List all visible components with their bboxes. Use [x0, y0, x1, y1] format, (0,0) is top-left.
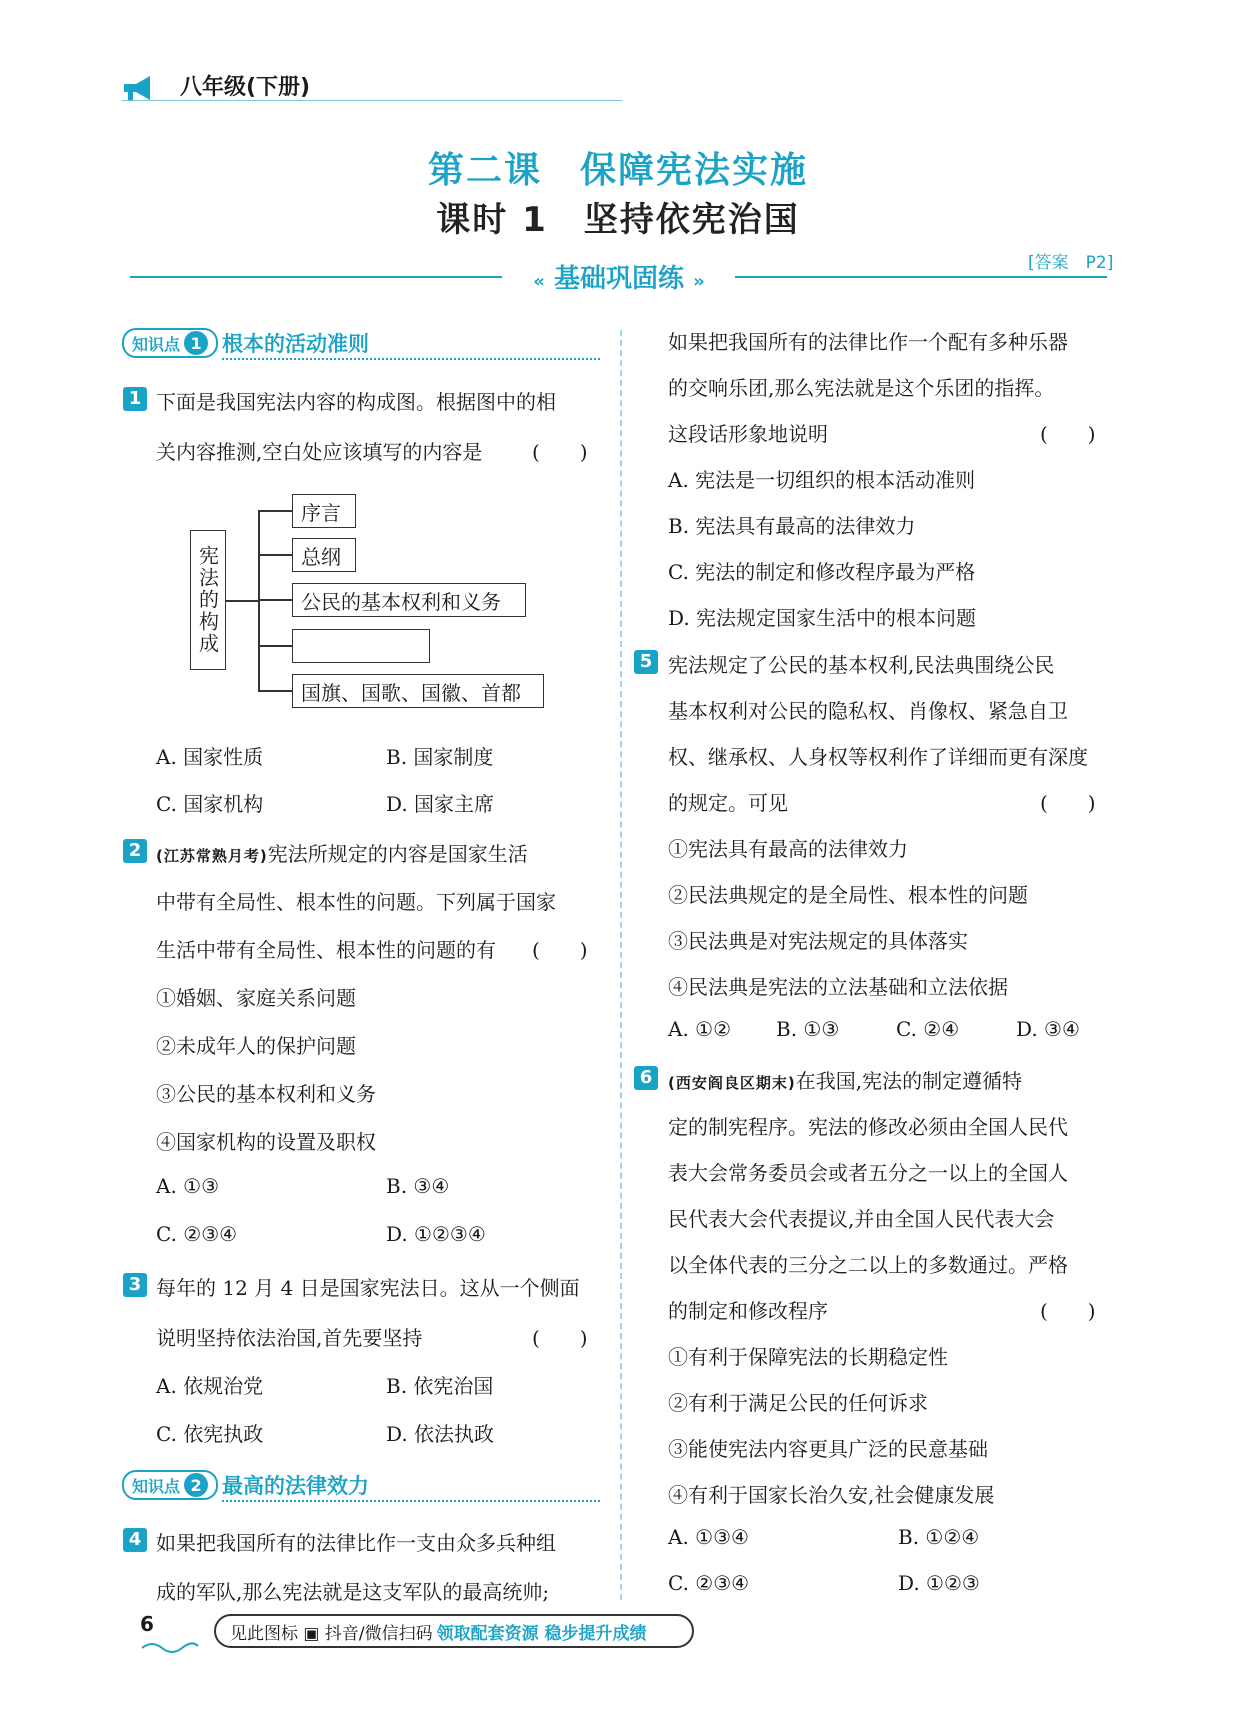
statement: ④有利于国家长治久安,社会健康发展 [668, 1483, 995, 1507]
section-divider-right [735, 276, 1107, 278]
diagram-blank-item [292, 629, 430, 663]
section-title [505, 258, 733, 295]
q6-line-6: 的制定和修改程序 [668, 1299, 828, 1323]
option-b[interactable]: B. 宪法具有最高的法律效力 [668, 514, 916, 538]
statement: ①婚姻、家庭关系问题 [156, 986, 356, 1010]
knowledge-point-1 [122, 328, 369, 358]
column-divider [620, 330, 622, 1600]
diagram-branch [258, 554, 292, 556]
badge-number: 2 [184, 1473, 208, 1497]
q6-line-3: 表大会常务委员会或者五分之一以上的全国人 [668, 1161, 1068, 1185]
option-a[interactable]: A. ①② [668, 1017, 732, 1041]
diagram-item: 总纲 [292, 538, 356, 572]
lesson-title: 第二课 保障宪法实施 [427, 150, 808, 191]
statement: ④民法典是宪法的立法基础和立法依据 [668, 975, 1008, 999]
option-d[interactable]: D. ①②③ [898, 1571, 980, 1595]
badge-text: 知识点 [132, 1476, 181, 1496]
option-c[interactable]: C. ②③④ [156, 1222, 238, 1246]
statement: ①有利于保障宪法的长期稳定性 [668, 1345, 948, 1369]
statement: ②民法典规定的是全局性、根本性的问题 [668, 883, 1028, 907]
option-c[interactable]: C. 依宪执政 [156, 1422, 264, 1446]
answer-paren: ( ) [532, 440, 588, 464]
q6-line-4: 民代表大会代表提议,并由全国人民代表大会 [668, 1207, 1055, 1231]
option-d[interactable]: D. 依法执政 [386, 1422, 495, 1446]
knowledge-point-2 [122, 1470, 369, 1500]
chevron-right-icon: » [693, 271, 705, 292]
question-6 [634, 1066, 658, 1090]
option-b[interactable]: B. ①③ [776, 1017, 840, 1041]
diagram-branch [258, 690, 292, 692]
wave-ornament-icon [140, 1638, 200, 1654]
q6-line-1-text: 在我国,宪法的制定遵循特 [795, 1069, 1023, 1093]
header-divider [122, 100, 622, 101]
answer-reference: [答案 P2] [1028, 253, 1114, 273]
footer-highlight: 领取配套资源 稳步提升成绩 [436, 1623, 647, 1644]
badge-number: 1 [184, 331, 208, 355]
q2-line-2: 中带有全局性、根本性的问题。下列属于国家 [156, 890, 556, 914]
q3-line-2: 说明坚持依法治国,首先要坚持 [156, 1326, 423, 1350]
q4-line-1: 如果把我国所有的法律比作一支由众多兵种组 [156, 1531, 556, 1555]
knowledge-point-title: 最高的法律效力 [222, 1474, 370, 1498]
answer-paren: ( ) [1040, 422, 1096, 446]
diagram-item: 公民的基本权利和义务 [292, 583, 526, 617]
option-a[interactable]: A. ①③④ [668, 1525, 749, 1549]
q6-line-5: 以全体代表的三分之二以上的多数通过。严格 [668, 1253, 1068, 1277]
answer-paren: ( ) [1040, 791, 1096, 815]
option-d[interactable]: D. 宪法规定国家生活中的根本问题 [668, 606, 977, 630]
option-b[interactable]: B. ③④ [386, 1174, 450, 1198]
statement: ①宪法具有最高的法律效力 [668, 837, 908, 861]
question-number: 3 [123, 1273, 147, 1297]
q4-line-2: 成的军队,那么宪法就是这支军队的最高统帅; [156, 1580, 550, 1604]
diagram-branch [258, 599, 292, 601]
diagram-item: 序言 [292, 494, 356, 528]
q2-line-1-text: 宪法所规定的内容是国家生活 [267, 842, 528, 866]
knowledge-point-badge [122, 328, 218, 358]
badge-text: 知识点 [132, 334, 181, 354]
question-number: 5 [634, 650, 658, 674]
option-a[interactable]: A. 国家性质 [156, 745, 264, 769]
q3-line-1: 每年的 12 月 4 日是国家宪法日。这从一个侧面 [156, 1276, 580, 1300]
q5-line-4: 的规定。可见 [668, 791, 788, 815]
footer-banner[interactable] [214, 1614, 694, 1648]
option-a[interactable]: A. 依规治党 [156, 1374, 264, 1398]
question-source: (西安阎良区期末) [668, 1074, 796, 1092]
q6-line-2: 定的制宪程序。宪法的修改必须由全国人民代 [668, 1115, 1068, 1139]
q2-line-3: 生活中带有全局性、根本性的问题的有 [156, 938, 496, 962]
statement: ②有利于满足公民的任何诉求 [668, 1391, 928, 1415]
question-number: 4 [123, 1528, 147, 1552]
statement: ②未成年人的保护问题 [156, 1034, 356, 1058]
statement: ③能使宪法内容更具广泛的民意基础 [668, 1437, 988, 1461]
q6-line-1 [668, 1065, 1022, 1094]
knowledge-point-badge [122, 1470, 218, 1500]
question-source: (江苏常熟月考) [156, 847, 268, 865]
section-divider-left [130, 276, 502, 278]
q5-line-2: 基本权利对公民的隐私权、肖像权、紧急自卫 [668, 699, 1068, 723]
answer-paren: ( ) [532, 938, 588, 962]
option-d[interactable]: D. 国家主席 [386, 792, 495, 816]
diagram-connector [226, 600, 258, 602]
answer-paren: ( ) [532, 1326, 588, 1350]
option-c[interactable]: C. 宪法的制定和修改程序最为严格 [668, 560, 976, 584]
option-a[interactable]: A. 宪法是一切组织的根本活动准则 [668, 468, 976, 492]
q4-line-4: 的交响乐团,那么宪法就是这个乐团的指挥。 [668, 376, 1055, 400]
option-b[interactable]: B. 国家制度 [386, 745, 494, 769]
q5-line-3: 权、继承权、人身权等权利作了详细而更有深度 [668, 745, 1088, 769]
q4-line-3: 如果把我国所有的法律比作一个配有多种乐器 [668, 330, 1068, 354]
knowledge-point-title: 根本的活动准则 [222, 332, 370, 356]
question-number: 2 [123, 839, 147, 863]
section-title-text: 基础巩固练 [553, 264, 684, 294]
kp-underline [222, 358, 600, 360]
option-c[interactable]: C. 国家机构 [156, 792, 264, 816]
q5-line-1: 宪法规定了公民的基本权利,民法典围绕公民 [668, 653, 1055, 677]
diagram-branch [258, 510, 292, 512]
chevron-left-icon: « [533, 271, 545, 292]
diagram-branch [258, 645, 292, 647]
grade-label: 八年级(下册) [180, 75, 311, 100]
diagram-root: 宪法的构成 [190, 530, 226, 670]
diagram-item: 国旗、国歌、国徽、首都 [292, 674, 544, 708]
question-1 [123, 387, 147, 411]
kp-underline [222, 1500, 600, 1502]
question-3 [123, 1273, 147, 1297]
q1-line-2: 关内容推测,空白处应该填写的内容是 [156, 440, 483, 464]
option-a[interactable]: A. ①③ [156, 1174, 220, 1198]
q1-line-1: 下面是我国宪法内容的构成图。根据图中的相 [156, 390, 556, 414]
page-number: 6 [140, 1612, 154, 1636]
diagram-spine [258, 510, 260, 691]
question-number: 1 [123, 387, 147, 411]
q4-line-5: 这段话形象地说明 [668, 422, 828, 446]
question-4 [123, 1528, 147, 1552]
option-b[interactable]: B. ①②④ [898, 1525, 980, 1549]
option-d[interactable]: D. ①②③④ [386, 1222, 486, 1246]
question-number: 6 [634, 1066, 658, 1090]
option-c[interactable]: C. ②④ [896, 1017, 960, 1041]
question-2 [123, 839, 147, 863]
option-c[interactable]: C. ②③④ [668, 1571, 750, 1595]
option-b[interactable]: B. 依宪治国 [386, 1374, 494, 1398]
footer-text: 见此图标 ▣ 抖音/微信扫码 [230, 1623, 433, 1644]
option-d[interactable]: D. ③④ [1016, 1017, 1080, 1041]
period-title: 课时 1 坚持依宪治国 [436, 200, 800, 240]
answer-paren: ( ) [1040, 1299, 1096, 1323]
question-5 [634, 650, 658, 674]
statement: ③公民的基本权利和义务 [156, 1082, 376, 1106]
statement: ④国家机构的设置及职权 [156, 1130, 376, 1154]
statement: ③民法典是对宪法规定的具体落实 [668, 929, 968, 953]
q2-line-1 [156, 838, 528, 867]
